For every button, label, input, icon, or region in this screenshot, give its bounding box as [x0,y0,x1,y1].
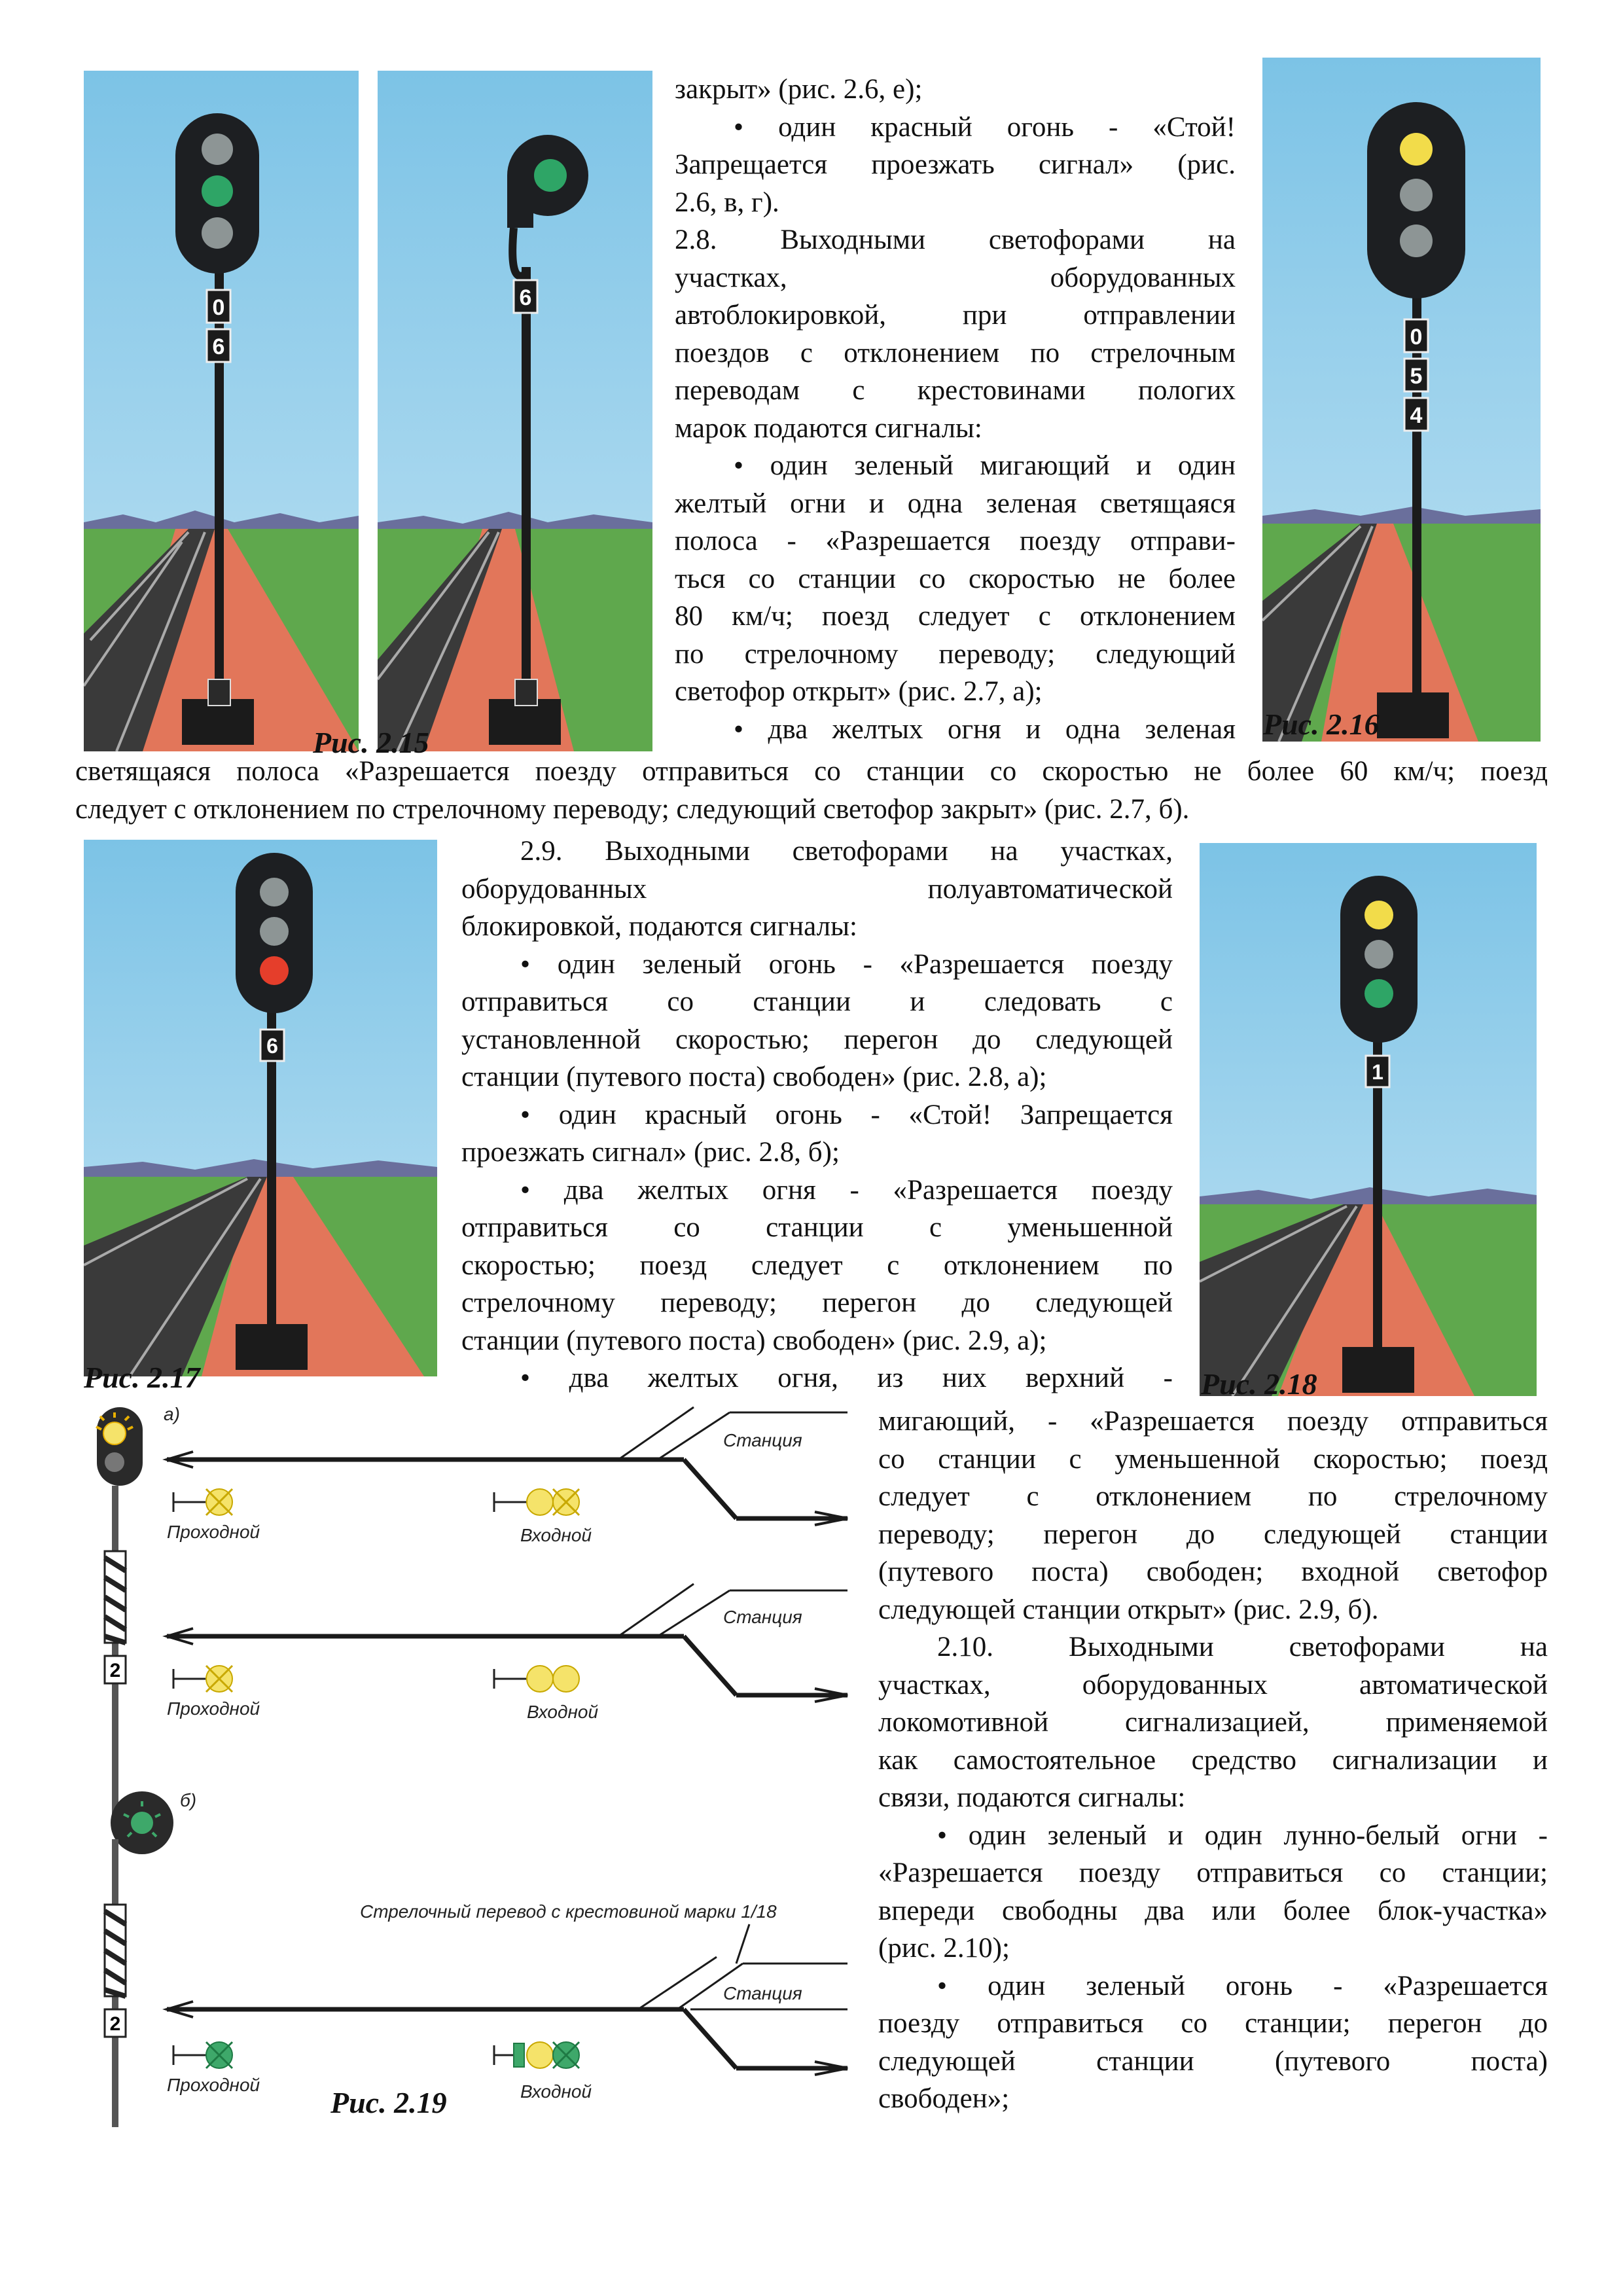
line: марок подаются сигналы: [675,412,982,444]
label-station: Станция [723,1607,802,1627]
line: «Разрешается поезду отправиться со станции; [878,1857,1548,1888]
figure-2-19-diagram [75,1394,854,2134]
line: станции (путевого поста) свободен» (рис. 2.9, а); [461,1325,1047,1356]
line: Запрещается проезжать сигнал» (рис. [675,149,1236,180]
label-entry: Входной [520,2081,592,2102]
caption-fig-2-18: Рис. 2.18 [1201,1367,1317,1401]
line: полоса - «Разрешается поезду отправи- [675,526,1236,556]
plate-4: 4 [1410,403,1423,428]
line: ться со станции со скоростью не более [675,563,1236,594]
line: стрелочному переводу; перегон до следующей [461,1287,1173,1318]
label-passing: Проходной [167,1698,260,1719]
line: связи, подаются сигналы: [878,1782,1186,1813]
caption-fig-2-19: Рис. 2.19 [330,2086,447,2119]
line: закрыт» (рис. 2.6, е); [675,74,923,105]
line: участках, оборудованных автоматической [878,1669,1548,1700]
label-entry: Входной [527,1702,599,1722]
line: установленной скоростью; перегон до следующей [461,1024,1173,1055]
line: (рис. 2.10); [878,1933,1010,1964]
plate-0: 0 [212,295,225,320]
line: переводам с крестовинами пологих [675,375,1236,406]
plate-5: 5 [1410,364,1423,389]
caption-fig-2-17: Рис. 2.17 [84,1361,200,1394]
text-block-1 [675,71,1236,748]
line: участках, оборудованных [675,262,1236,293]
label-station: Станция [723,1983,802,2003]
line: • два желтых огня и одна зеленая [734,713,1236,745]
plate-6: 6 [266,1034,278,1058]
figure-2-16 [1262,58,1541,742]
label-passing: Проходной [167,2075,260,2095]
signal-a [96,1407,143,1826]
plate-2: 2 [109,1660,121,1681]
signal-b [105,1791,173,2127]
line: блокировкой, подаются сигналы: [461,911,857,942]
line: • один зеленый мигающий и один [734,450,1236,481]
line: следует с отклонением по стрелочному [878,1481,1548,1512]
caption-fig-2-15: Рис. 2.15 [313,726,429,759]
line: • один зеленый огонь - «Разрешается [937,1970,1548,2001]
line: • один красный огонь - «Стой! [734,111,1236,143]
line: 2.9. Выходными светофорами на участках, [520,836,1173,867]
text-block-2 [75,753,1548,828]
text-block-3 [461,833,1173,1397]
line: 80 км/ч; поезд следует с отклонением [675,601,1236,632]
diagram-b [167,1924,847,2102]
plate-0: 0 [1410,325,1423,350]
figure-2-18 [1200,843,1537,1396]
line: мигающий, - «Разрешается поезду отправиться [878,1406,1548,1437]
label-passing: Проходной [167,1522,260,1542]
label-switch-note: Стрелочный перевод с крестовиной марки 1/18 [360,1901,777,1922]
line: отправиться со станции и следовать с [461,986,1173,1017]
line: • один зеленый огонь - «Разрешается поезду [520,948,1173,980]
line: поездов с отклонением по стрелочным [675,337,1236,368]
line: (путевого поста) свободен; входной светофор [878,1556,1548,1587]
plate-2: 2 [109,2013,121,2035]
line: желтый огни и одна зеленая светящаяся [675,488,1236,519]
plate-6: 6 [212,334,225,359]
line: следующей станции (путевого поста) [878,2045,1548,2077]
line: светящаяся полоса «Разрешается поезду отправиться со станции со скоростью не более 60 км/ч; поезд [75,756,1548,787]
line: следующей станции открыт» (рис. 2.9, б). [878,1594,1379,1625]
plate-6: 6 [519,285,532,310]
line: оборудованных полуавтоматической [461,873,1173,905]
figure-2-15-left [84,71,359,751]
line: светофор открыт» (рис. 2.7, а); [675,676,1043,707]
label-entry: Входной [520,1525,592,1545]
plate-1: 1 [1372,1060,1383,1084]
line: 2.8. Выходными светофорами на [675,224,1236,255]
line: по стрелочному переводу; следующий [675,638,1236,670]
line: 2.10. Выходными светофорами на [937,1632,1548,1662]
line: следует с отклонением по стрелочному переводу; следующий светофор закрыт» (рис. 2.7, б). [75,793,1190,825]
line: 2.6, в, г). [675,187,779,218]
line: автоблокировкой, при отправлении [675,300,1236,331]
line: впереди свободны два или более блок-участка» [878,1895,1548,1926]
line: отправиться со станции с уменьшенной [461,1212,1173,1243]
line: поезду отправиться со станции; перегон до [878,2008,1548,2039]
line: свободен»; [878,2083,1010,2114]
label-a: а) [164,1404,180,1424]
line: со станции с уменьшенной скоростью; поезд [878,1443,1548,1475]
line: переводу; перегон до следующей станции [878,1518,1548,1550]
diagram-a-top [167,1407,847,1545]
caption-fig-2-16: Рис. 2.16 [1263,708,1380,741]
line: • два желтых огня, из них верхний - [520,1363,1173,1393]
line: локомотивной сигнализацией, применяемой [878,1707,1548,1738]
line: станции (путевого поста) свободен» (рис. 2.8, а); [461,1062,1047,1092]
line: • один красный огонь - «Стой! Запрещается [520,1099,1173,1130]
label-b: б) [180,1790,197,1810]
figure-2-17 [84,840,437,1376]
line: • один зеленый и один лунно-белый огни - [937,1820,1548,1851]
line: • два желтых огня - «Разрешается поезду [520,1174,1173,1206]
line: скоростью; поезд следует с отклонением по [461,1249,1173,1281]
line: проезжать сигнал» (рис. 2.8, б); [461,1137,840,1168]
figure-2-15-right [378,71,652,751]
line: как самостоятельное средство сигнализации и [878,1744,1548,1776]
diagram-a-bottom [167,1584,847,1722]
label-station: Станция [723,1430,802,1450]
text-block-4 [878,1403,1548,2118]
